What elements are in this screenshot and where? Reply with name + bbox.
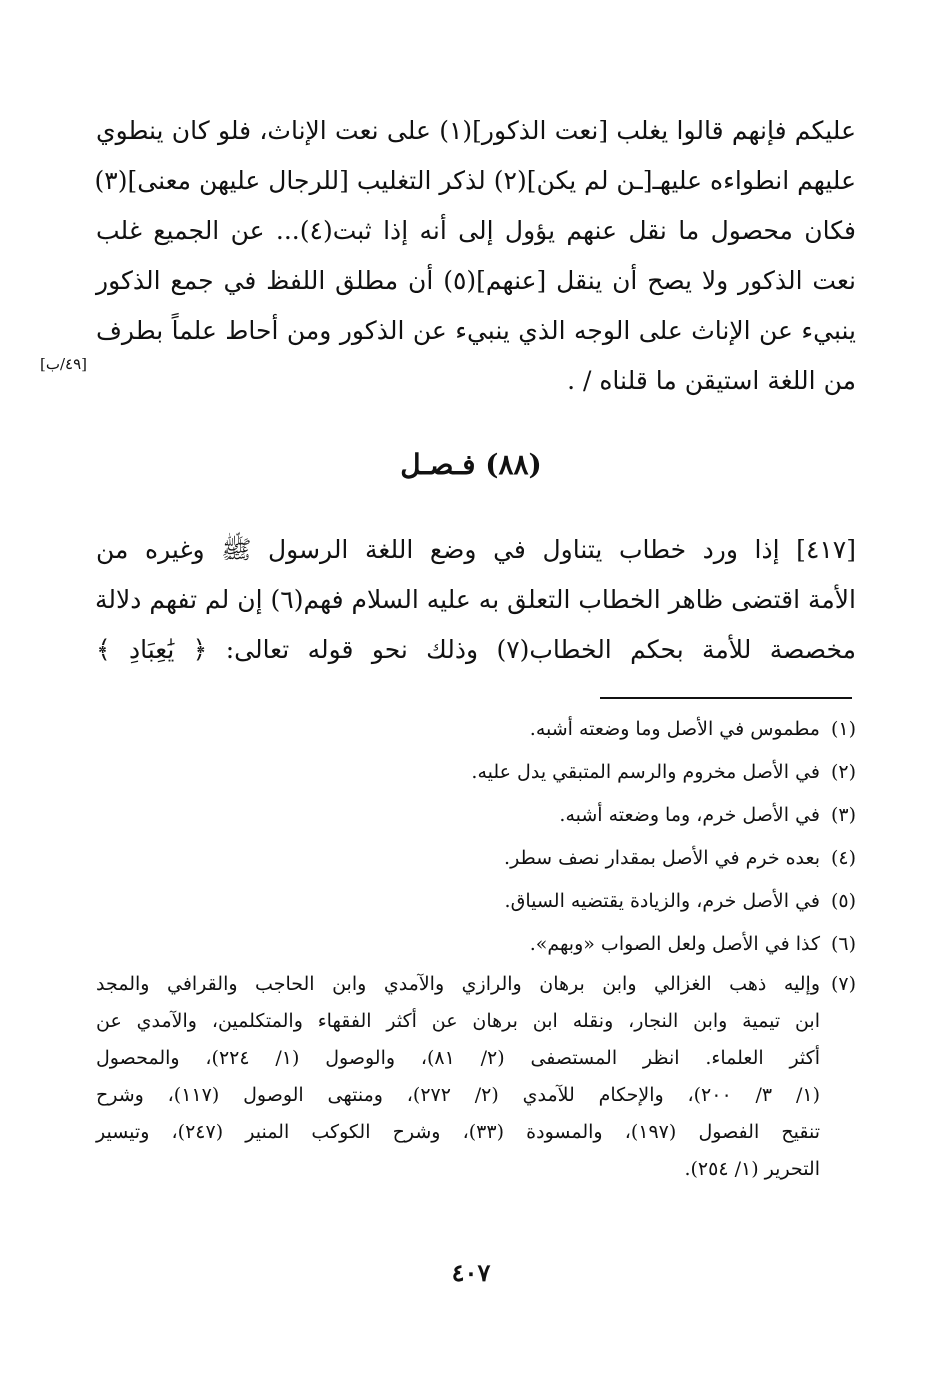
footnote-line: ابن تيمية وابن النجار، ونقله ابن برهان عن أكثر الفقهاء والمتكلمين، والآمدي عن	[96, 1010, 820, 1032]
footnote-number: (٤)	[830, 847, 856, 869]
footnote-item-long	[96, 966, 856, 1188]
paragraph-1	[96, 106, 856, 406]
footnote-line: تنقيح الفصول (١٩٧)، والمسودة (٣٣)، وشرح الكوكب المنير (٢٤٧)، وتيسير	[96, 1121, 821, 1143]
footnote-number: (٥)	[830, 890, 856, 912]
paragraph-1-line: فكان محصول ما نقل عنهم يؤول إلى أنه إذا ثبت(٤)... عن الجميع غلب	[96, 216, 856, 245]
footnote-text: بعده خرم في الأصل بمقدار نصف سطر.	[504, 847, 820, 869]
page-number: ٤٠٧	[451, 1258, 491, 1287]
paragraph-1-line: نعت الذكور ولا يصح أن ينقل [عنهم](٥) أن مطلق اللفظ في جمع الذكور	[96, 266, 857, 295]
paragraph-1-line: عليكم فإنهم قالوا يغلب [نعت الذكور](١) على نعت الإناث، فلو كان ينطوي	[96, 116, 856, 145]
footnote-number: (٢)	[830, 761, 856, 783]
paragraph-2	[96, 525, 856, 675]
manuscript-folio-marker: [٤٩/ب]	[40, 355, 88, 373]
paragraph-2-line: مخصصة للأمة بحكم الخطاب(٧) وذلك نحو قوله تعالى: ﴿ يَٰعِبَادِ ﴾	[96, 635, 856, 664]
footnote-line: (١/ ٣/ ٢٠٠)، والإحكام للآمدي (٢/ ٢٧٢)، ومنتهى الوصول (١١٧)، وشرح	[96, 1084, 820, 1106]
footnote-line	[96, 966, 856, 1003]
footnote-item	[96, 923, 856, 966]
footnote-number: (٣)	[830, 804, 856, 826]
footnote-text: في الأصل خرم، والزيادة يقتضيه السياق.	[504, 890, 820, 912]
footnote-item	[96, 794, 856, 837]
paragraph-1-line: ينبيء عن الإناث على الوجه الذي ينبيء عن الذكور ومن أحاط علماً بطرف	[96, 316, 856, 345]
section-heading: (٨٨) فـصـل	[400, 448, 542, 481]
footnote-text: في الأصل خرم، وما وضعته أشبه.	[559, 804, 820, 826]
footnote-item	[96, 751, 856, 794]
footnote-text: في الأصل مخروم والرسم المتبقي يدل عليه.	[471, 761, 820, 783]
paragraph-2-line: الأمة اقتضى ظاهر الخطاب التعلق به عليه السلام فهم(٦) إن لم تفهم دلالة	[94, 585, 856, 614]
footnote-text: وإليه ذهب الغزالي وابن برهان والرازي والآمدي وابن الحاجب والقرافي والمجد	[96, 973, 820, 995]
footnote-item	[96, 708, 856, 751]
footnotes	[96, 708, 856, 1188]
paragraph-2-line: [٤١٧] إذا ورد خطاب يتناول في وضع اللغة الرسول ﷺ وغيره من	[96, 535, 856, 564]
paragraph-1-line: عليهم انطواءه عليهـ[ـن لم يكن](٢) لذكر التغليب [للرجال عليهن معنى](٣)	[94, 166, 856, 195]
footnote-separator	[600, 697, 852, 699]
footnote-number: (٦)	[830, 933, 856, 955]
footnote-item	[96, 837, 856, 880]
footnote-text: كذا في الأصل ولعل الصواب «وبهم».	[529, 933, 820, 955]
footnote-text: مطموس في الأصل وما وضعته أشبه.	[529, 718, 820, 740]
footnote-number: (٧)	[830, 973, 856, 995]
paragraph-1-line: من اللغة استيقن ما قلناه / .	[567, 366, 856, 395]
footnote-line: التحرير (١/ ٢٥٤).	[684, 1158, 820, 1180]
footnote-line: أكثر العلماء. انظر المستصفى (٢/ ٨١)، والوصول (١/ ٢٢٤)، والمحصول	[96, 1047, 820, 1069]
footnote-number: (١)	[830, 718, 856, 740]
footnote-item	[96, 880, 856, 923]
